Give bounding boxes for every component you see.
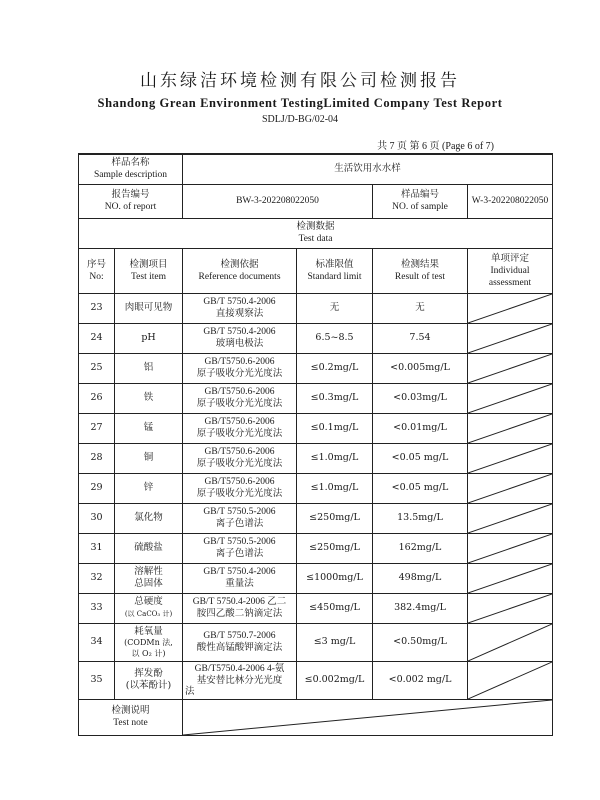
slash-line	[468, 624, 552, 661]
row-reference-line2: 原子吸收分光光度法	[196, 428, 283, 439]
row-assessment-slash	[468, 293, 553, 323]
sample-number-label-cn: 样品编号	[400, 189, 439, 200]
row-number: 34	[79, 623, 115, 661]
slash-line	[468, 474, 552, 503]
row-test-item-line1: 耗氧量	[134, 625, 163, 637]
row-limit: 无	[297, 293, 373, 323]
row-number: 29	[79, 473, 115, 503]
slash-line	[468, 504, 552, 533]
row-limit: 6.5~8.5	[297, 323, 373, 353]
slash-line	[468, 662, 552, 699]
row-test-item-line2: 总固体	[134, 578, 163, 589]
report-number-label-cn: 报告编号	[111, 189, 150, 200]
slash-line	[468, 294, 552, 323]
row-reference-line1: GB/T5750.6-2006	[204, 357, 275, 367]
report-title-cn: 山东绿洁环境检测有限公司检测报告	[140, 71, 460, 91]
slash-line	[468, 534, 552, 563]
row-test-item-line2: (CODMn 法,	[124, 637, 173, 647]
table-row	[79, 473, 553, 503]
sample-description-row	[79, 154, 553, 184]
row-limit: ≤450mg/L	[297, 593, 373, 623]
row-test-item: 氯化物	[115, 503, 183, 533]
table-row	[79, 503, 553, 533]
table-row	[79, 353, 553, 383]
row-assessment-slash	[468, 503, 553, 533]
column-header-item-cn: 检测项目	[129, 258, 168, 270]
row-reference	[183, 503, 297, 533]
test-note-label-cn: 检测说明	[111, 705, 150, 716]
column-header-assessment-en2: assessment	[488, 277, 532, 288]
row-test-item-line1: 溶解性	[134, 566, 163, 577]
row-result: 无	[373, 293, 468, 323]
row-limit: ≤1.0mg/L	[297, 443, 373, 473]
row-result: <0.05 mg/L	[373, 473, 468, 503]
row-assessment-slash	[468, 661, 553, 699]
row-test-item: 锌	[115, 473, 183, 503]
column-header-assessment-cn: 单项评定	[491, 252, 530, 264]
test-data-label-en: Test data	[298, 234, 333, 244]
row-reference	[183, 413, 297, 443]
row-reference-line2: 酸性高锰酸钾滴定法	[196, 642, 283, 653]
row-reference-line2: 离子色谱法	[215, 518, 264, 529]
row-limit: ≤1000mg/L	[297, 563, 373, 593]
row-reference-line1: GB/T 5750.4-2006 乙二	[192, 597, 287, 607]
page-info: 共 7 页 第 6 页 (Page 6 of 7)	[377, 141, 494, 152]
row-test-item	[115, 661, 183, 699]
column-header-no-en: No:	[89, 271, 104, 282]
column-header-reference	[183, 248, 297, 293]
report-number-value: BW-3-202208022050	[183, 184, 373, 218]
sample-description-label-cn: 样品名称	[111, 157, 150, 169]
row-reference-line2: 离子色谱法	[215, 548, 264, 559]
row-reference-line1: GB/T5750.6-2006	[204, 387, 275, 397]
table-row	[79, 593, 553, 623]
table-row	[79, 413, 553, 443]
row-result: 7.54	[373, 323, 468, 353]
test-note-slash	[183, 699, 553, 735]
row-number: 35	[79, 661, 115, 699]
row-test-item-line2: (以苯酚计)	[125, 680, 172, 691]
row-number: 24	[79, 323, 115, 353]
row-reference-line2: 玻璃电极法	[215, 338, 264, 349]
row-reference-line1: GB/T 5750.4-2006	[203, 297, 276, 307]
row-limit: ≤3 mg/L	[297, 623, 373, 661]
row-reference	[183, 623, 297, 661]
row-limit: ≤0.3mg/L	[297, 383, 373, 413]
row-test-item: 肉眼可见物	[115, 293, 183, 323]
slash-line	[468, 384, 552, 413]
row-test-item-line2: (以 CaCO₃ 计)	[124, 610, 173, 618]
table-row	[79, 661, 553, 699]
column-header-no	[79, 248, 115, 293]
row-limit: ≤0.1mg/L	[297, 413, 373, 443]
slash-line	[468, 564, 552, 593]
table-row	[79, 293, 553, 323]
row-reference	[183, 593, 297, 623]
sample-number-label	[373, 184, 468, 218]
row-test-item-line1: 挥发酚	[134, 668, 163, 679]
column-header-no-cn: 序号	[86, 258, 106, 270]
row-reference-line1: GB/T 5750.5-2006	[203, 537, 276, 547]
row-reference-line1: GB/T5750.6-2006	[204, 447, 275, 457]
row-reference-line1: GB/T5750.6-2006	[204, 417, 275, 427]
row-number: 27	[79, 413, 115, 443]
row-test-item: 锰	[115, 413, 183, 443]
column-header-assessment	[468, 248, 553, 293]
test-data-label-cn: 检测数据	[296, 221, 335, 232]
row-number: 30	[79, 503, 115, 533]
row-assessment-slash	[468, 563, 553, 593]
row-result: 13.5mg/L	[373, 503, 468, 533]
row-reference-line1: GB/T 5750.5-2006	[203, 507, 276, 517]
slash-line	[468, 354, 552, 383]
report-number-label-en: NO. of report	[104, 202, 157, 212]
row-reference-line2: 基安替比林分光光度	[196, 674, 283, 686]
column-header-result-cn: 检测结果	[400, 258, 439, 270]
row-reference	[183, 323, 297, 353]
row-reference-line2: 原子吸收分光光度法	[196, 398, 283, 409]
row-result: <0.50mg/L	[373, 623, 468, 661]
row-reference	[183, 383, 297, 413]
row-result: 498mg/L	[373, 563, 468, 593]
report-number-label	[79, 184, 183, 218]
table-row	[79, 383, 553, 413]
sample-description-value: 生活饮用水水样	[183, 154, 553, 184]
test-note-label-en: Test note	[113, 718, 148, 728]
row-assessment-slash	[468, 323, 553, 353]
row-test-item	[115, 563, 183, 593]
row-assessment-slash	[468, 593, 553, 623]
column-header-row	[79, 248, 553, 293]
row-reference	[183, 661, 297, 699]
row-reference	[183, 443, 297, 473]
row-assessment-slash	[468, 383, 553, 413]
slash-line	[468, 444, 552, 473]
row-test-item	[115, 623, 183, 661]
row-reference-line1: GB/T5750.4-2006 4-氨	[194, 663, 285, 674]
test-report-table	[78, 153, 553, 736]
row-result: 382.4mg/L	[373, 593, 468, 623]
column-header-limit	[297, 248, 373, 293]
row-test-item: pH	[115, 323, 183, 353]
row-assessment-slash	[468, 473, 553, 503]
sample-number-label-en: NO. of sample	[392, 202, 448, 212]
column-header-item	[115, 248, 183, 293]
slash-line	[468, 324, 552, 353]
column-header-reference-en: Reference documents	[198, 271, 281, 282]
column-header-limit-en: Standard limit	[307, 271, 362, 282]
column-header-reference-cn: 检测依据	[220, 258, 259, 270]
row-test-item: 硫酸盐	[115, 533, 183, 563]
row-number: 23	[79, 293, 115, 323]
row-number: 33	[79, 593, 115, 623]
row-limit: ≤0.002mg/L	[297, 661, 373, 699]
report-number-row	[79, 184, 553, 218]
slash-line	[468, 594, 552, 623]
test-note-row	[79, 699, 553, 735]
row-test-item-line1: 总硬度	[134, 596, 163, 607]
row-limit: ≤250mg/L	[297, 533, 373, 563]
row-reference-line2: 原子吸收分光光度法	[196, 458, 283, 469]
row-reference-line1: GB/T 5750.4-2006	[203, 567, 276, 577]
row-assessment-slash	[468, 623, 553, 661]
column-header-result-en: Result of test	[394, 271, 446, 282]
test-note-label	[79, 699, 183, 735]
column-header-limit-cn: 标准限值	[315, 258, 354, 270]
row-limit: ≤0.2mg/L	[297, 353, 373, 383]
row-result: <0.01mg/L	[373, 413, 468, 443]
row-test-item	[115, 593, 183, 623]
row-reference-line2: 重量法	[225, 578, 254, 589]
table-row	[79, 533, 553, 563]
row-reference	[183, 473, 297, 503]
row-result: 162mg/L	[373, 533, 468, 563]
table-row	[79, 443, 553, 473]
row-assessment-slash	[468, 533, 553, 563]
table-row	[79, 323, 553, 353]
row-test-item: 铜	[115, 443, 183, 473]
document-code: SDLJ/D-BG/02-04	[261, 114, 339, 125]
row-reference-line1: GB/T 5750.7-2006	[203, 631, 276, 641]
row-number: 26	[79, 383, 115, 413]
row-test-item-line3: 以 O₂ 计)	[131, 648, 166, 658]
test-data-label	[79, 218, 553, 248]
column-header-result	[373, 248, 468, 293]
row-result: <0.005mg/L	[373, 353, 468, 383]
row-reference-line1: GB/T 5750.4-2006	[203, 327, 276, 337]
row-assessment-slash	[468, 353, 553, 383]
row-limit: ≤250mg/L	[297, 503, 373, 533]
column-header-assessment-en1: Individual	[490, 265, 530, 276]
report-title-en: Shandong Grean Environment TestingLimited Company Test Report	[97, 96, 503, 110]
row-reference	[183, 563, 297, 593]
sample-description-label-en: Sample description	[93, 170, 168, 181]
row-reference	[183, 533, 297, 563]
row-number: 32	[79, 563, 115, 593]
sample-description-label	[79, 154, 183, 184]
row-result: <0.002 mg/L	[373, 661, 468, 699]
row-test-item: 铝	[115, 353, 183, 383]
row-reference-line2: 原子吸收分光光度法	[196, 368, 283, 379]
row-number: 25	[79, 353, 115, 383]
row-number: 31	[79, 533, 115, 563]
slash-line	[468, 414, 552, 443]
row-assessment-slash	[468, 443, 553, 473]
row-reference	[183, 353, 297, 383]
slash-line	[183, 700, 552, 735]
row-reference-line2: 胺四乙酸二钠滴定法	[196, 608, 283, 619]
row-reference-line3: 法	[185, 685, 195, 697]
table-row	[79, 623, 553, 661]
column-header-item-en: Test item	[131, 271, 166, 282]
row-reference	[183, 293, 297, 323]
row-assessment-slash	[468, 413, 553, 443]
row-number: 28	[79, 443, 115, 473]
row-test-item: 铁	[115, 383, 183, 413]
row-reference-line1: GB/T5750.6-2006	[204, 477, 275, 487]
table-row	[79, 563, 553, 593]
row-result: <0.05 mg/L	[373, 443, 468, 473]
sample-number-value: W-3-202208022050	[468, 184, 553, 218]
test-data-header-row	[79, 218, 553, 248]
row-reference-line2: 原子吸收分光光度法	[196, 488, 283, 499]
row-reference-line2: 直接观察法	[215, 308, 264, 319]
row-limit: ≤1.0mg/L	[297, 473, 373, 503]
row-result: <0.03mg/L	[373, 383, 468, 413]
